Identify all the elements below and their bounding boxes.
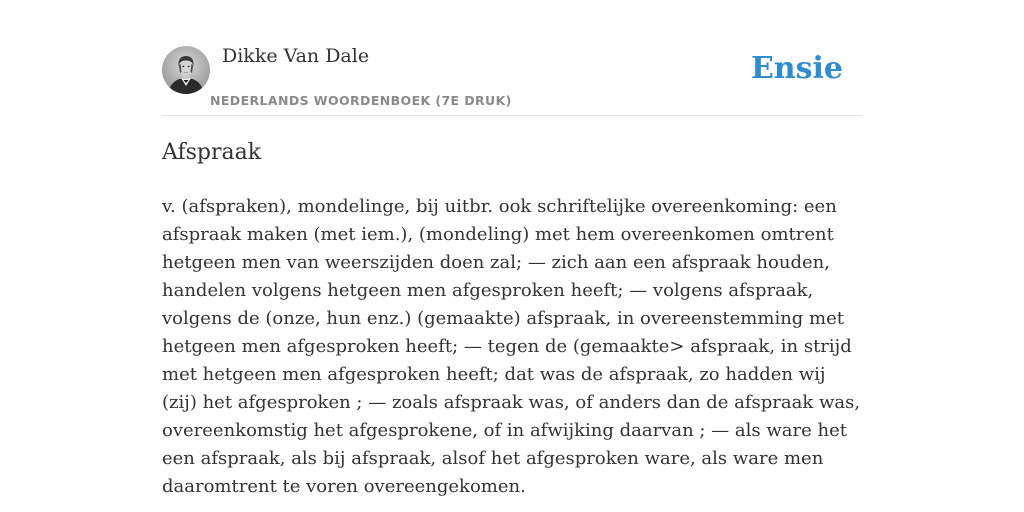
entry-title: Afspraak bbox=[162, 140, 262, 165]
entry-definition: v. (afspraken), mondelinge, bij uitbr. ook schriftelijke overeenkoming: een afspraak maken (met iem.), (mondeling) met hem overeenkomen omtrent hetgeen men van weerszijden doen zal; — zich aan een afspraak houden, handelen volgens hetgeen men afgesproken heeft; — volgens afspraak, volgens de (onze, hun enz.) (gemaakte) afspraak, in overeenstemming met hetgeen men afgesproken heeft; — tegen de (gemaakte> afspraak, in strijd met hetgeen men afgesproken heeft; dat was de afspraak, zo hadden wij (zij) het afgesproken ; — zoals afspraak was, of anders dan de afspraak was, overeenkomstig het afgesprokene, of in afwijking daarvan ; — als ware het een afspraak, als bij afspraak, alsof het afgesproken ware, als ware men daaromtrent te voren overeengekomen. bbox=[162, 196, 861, 497]
header bbox=[162, 40, 862, 116]
avatar[interactable] bbox=[162, 46, 210, 94]
brand-logo[interactable]: Ensie bbox=[750, 51, 843, 86]
portrait-photo-icon bbox=[162, 46, 210, 94]
source-subtitle[interactable]: NEDERLANDS WOORDENBOEK (7E DRUK) bbox=[210, 93, 512, 108]
author-name[interactable]: Dikke Van Dale bbox=[222, 45, 370, 67]
